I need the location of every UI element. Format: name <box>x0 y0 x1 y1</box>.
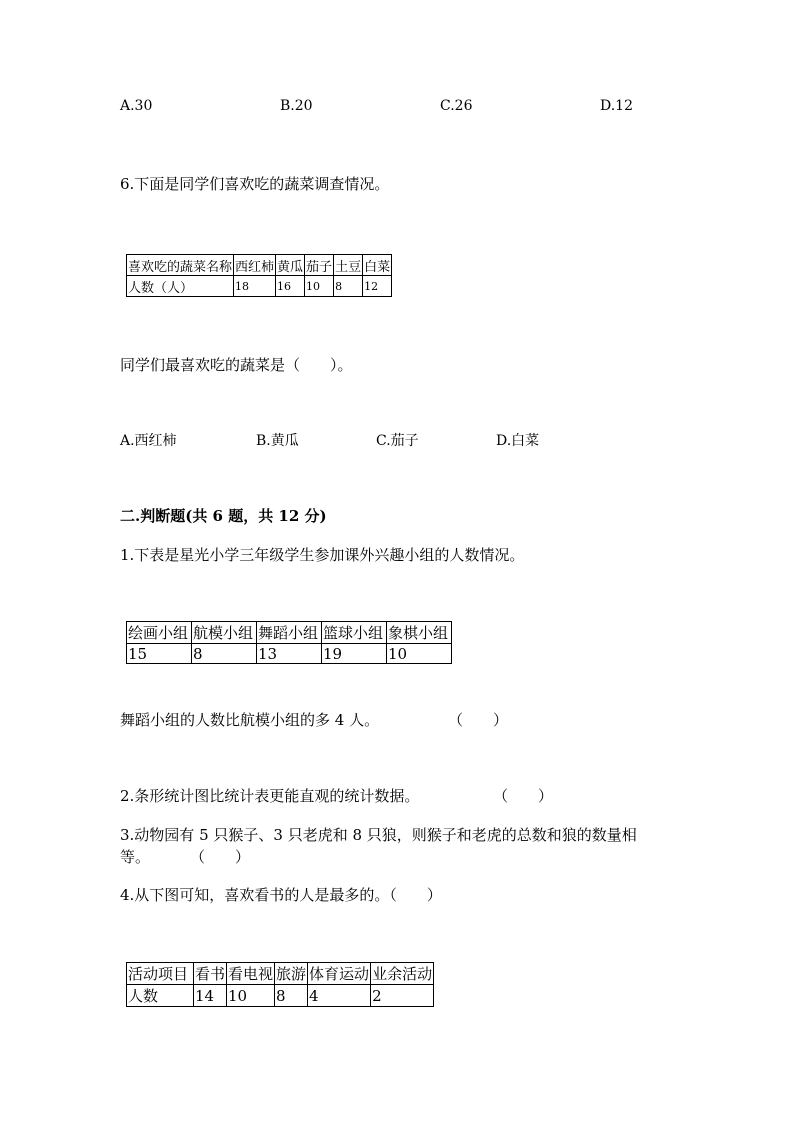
table-cell: 茄子 <box>305 255 334 276</box>
table-cell: 2 <box>371 985 434 1007</box>
q5-option-b: B.20 <box>280 98 313 114</box>
q5-option-a: A.30 <box>120 98 153 114</box>
table-cell: 象棋小组 <box>387 622 452 644</box>
s2-q4-stem: 4.从下图可知，喜欢看书的人是最多的。（ ） <box>120 886 442 904</box>
table-row <box>127 622 452 644</box>
s2-q1-blank: （ ） <box>448 711 509 729</box>
s2-q1-statement: 舞蹈小组的人数比航模小组的多 4 人。 <box>120 711 380 729</box>
table-cell: 土豆 <box>334 255 363 276</box>
table-cell: 4 <box>308 985 371 1007</box>
table-cell: 西红柿 <box>234 255 276 276</box>
vegetable-table <box>126 254 392 297</box>
table-cell: 8 <box>275 985 308 1007</box>
table-cell: 喜欢吃的蔬菜名称 <box>127 255 234 276</box>
table-cell: 10 <box>387 644 452 664</box>
table-cell: 体育运动 <box>308 963 371 985</box>
table-cell: 10 <box>305 276 334 297</box>
table-cell: 10 <box>227 985 275 1007</box>
q5-option-c: C.26 <box>440 98 473 114</box>
q6-stem: 6.下面是同学们喜欢吃的蔬菜调查情况。 <box>120 175 390 193</box>
table-cell: 16 <box>276 276 305 297</box>
table-cell: 15 <box>127 644 192 664</box>
table-cell: 8 <box>192 644 257 664</box>
q6-option-b: B.黄瓜 <box>256 433 299 449</box>
table-cell: 看书 <box>194 963 227 985</box>
q6-question: 同学们最喜欢吃的蔬菜是（ ）。 <box>120 356 353 374</box>
table-cell: 活动项目 <box>127 963 194 985</box>
table-cell: 8 <box>334 276 363 297</box>
s2-q3-line1: 3.动物园有 5 只猴子、3 只老虎和 8 只狼，则猴子和老虎的总数和狼的数量相 <box>120 826 637 844</box>
table-cell: 舞蹈小组 <box>257 622 322 644</box>
table-cell: 绘画小组 <box>127 622 192 644</box>
table-cell: 业余活动 <box>371 963 434 985</box>
s2-q2-statement: 2.条形统计图比统计表更能直观的统计数据。 <box>120 787 420 805</box>
interest-group-table <box>126 621 452 664</box>
table-cell: 航模小组 <box>192 622 257 644</box>
table-cell: 13 <box>257 644 322 664</box>
q6-option-d: D.白菜 <box>496 433 540 449</box>
table-cell: 白菜 <box>363 255 392 276</box>
activity-table <box>126 962 434 1007</box>
q6-option-a: A.西红柿 <box>120 433 177 449</box>
table-cell: 篮球小组 <box>322 622 387 644</box>
table-row <box>127 985 434 1007</box>
q5-option-d: D.12 <box>600 98 633 114</box>
table-row <box>127 255 392 276</box>
s2-q1-stem: 1.下表是星光小学三年级学生参加课外兴趣小组的人数情况。 <box>120 546 525 564</box>
table-cell: 14 <box>194 985 227 1007</box>
s2-q3-blank: （ ） <box>190 848 251 866</box>
table-cell: 人数（人） <box>127 276 234 297</box>
table-cell: 18 <box>234 276 276 297</box>
table-cell: 19 <box>322 644 387 664</box>
table-cell: 旅游 <box>275 963 308 985</box>
section-title: 二.判断题(共 6 题，共 12 分) <box>120 507 327 525</box>
table-row <box>127 963 434 985</box>
table-cell: 12 <box>363 276 392 297</box>
q6-option-c: C.茄子 <box>376 433 419 449</box>
table-row <box>127 644 452 664</box>
table-row <box>127 276 392 297</box>
s2-q2-blank: （ ） <box>493 787 554 805</box>
s2-q3-line2: 等。 <box>120 848 151 866</box>
table-cell: 看电视 <box>227 963 275 985</box>
table-cell: 人数 <box>127 985 194 1007</box>
table-cell: 黄瓜 <box>276 255 305 276</box>
